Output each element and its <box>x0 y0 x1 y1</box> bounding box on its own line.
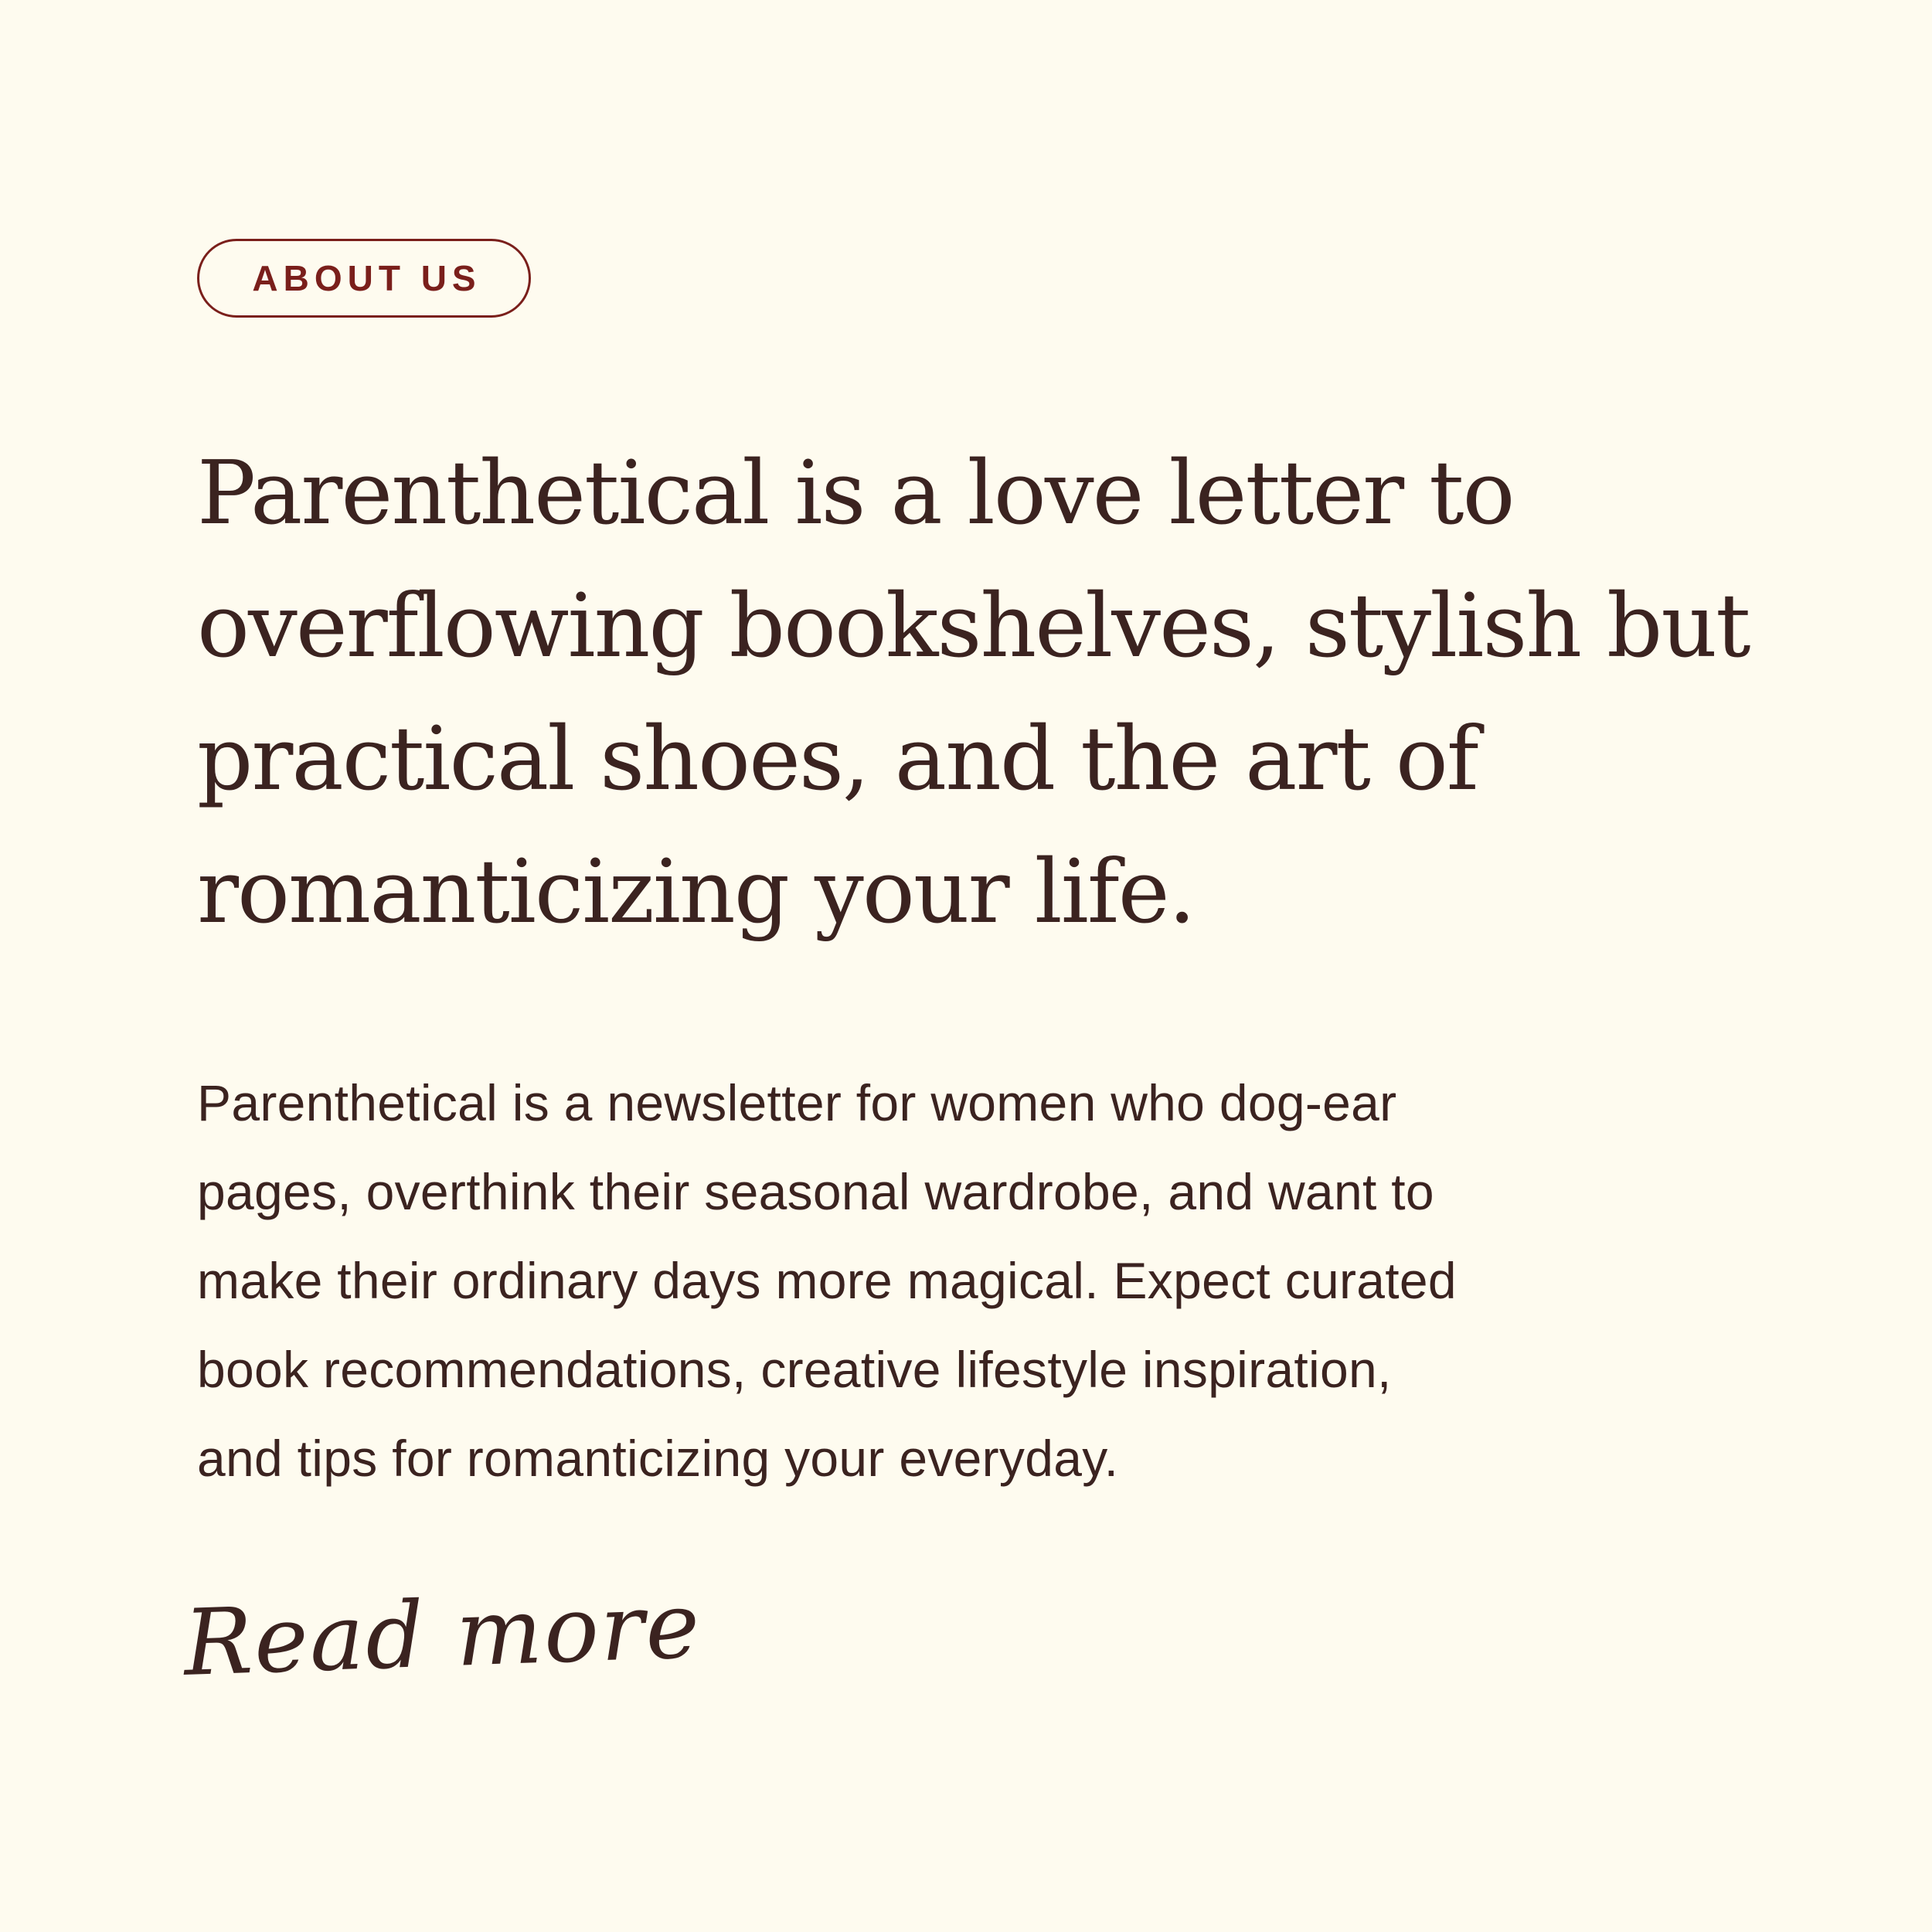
read-more-link[interactable]: Read more <box>182 1571 703 1696</box>
description-line: pages, overthink their seasonal wardrobe, and want to <box>197 1163 1434 1220</box>
headline <box>197 427 1781 958</box>
headline-line: practical shoes, and the art of <box>197 708 1478 810</box>
description-line: book recommendations, creative lifestyle inspiration, <box>197 1341 1392 1398</box>
headline-line: romanticizing your life. <box>197 841 1195 943</box>
description-line: make their ordinary days more magical. Expect curated <box>197 1252 1457 1309</box>
about-us-badge[interactable]: ABOUT US <box>197 239 531 318</box>
description <box>197 1059 1781 1503</box>
description-line: Parenthetical is a newsletter for women who dog-ear <box>197 1074 1397 1131</box>
headline-line: Parenthetical is a love letter to <box>197 442 1514 544</box>
description-line: and tips for romanticizing your everyday. <box>197 1430 1119 1487</box>
headline-line: overflowing bookshelves, stylish but <box>197 575 1750 677</box>
